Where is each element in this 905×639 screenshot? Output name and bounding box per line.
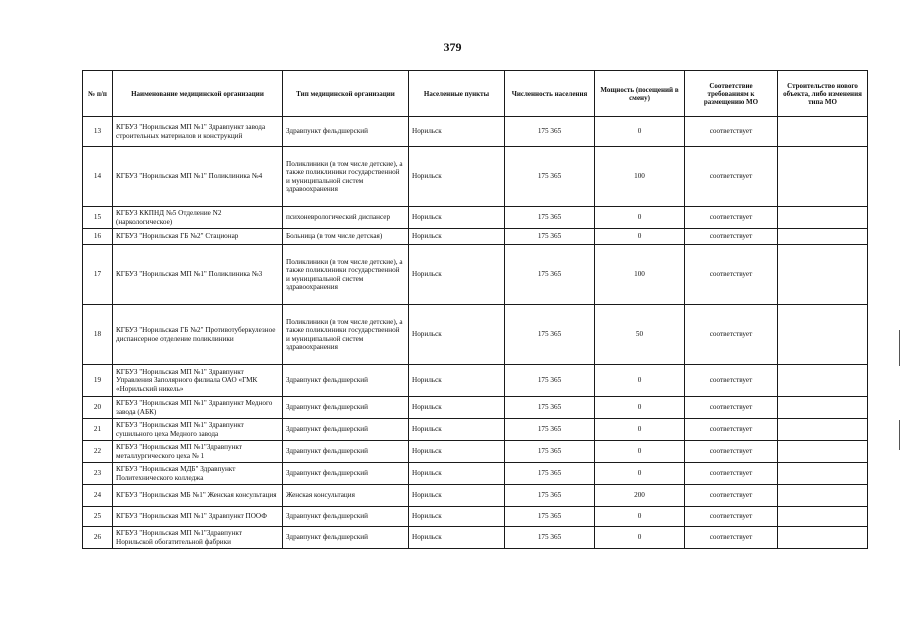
- table-row: [83, 207, 868, 229]
- cell-settlement: Норильск: [409, 527, 505, 549]
- cell-num: 14: [83, 147, 113, 207]
- scan-edge-mark: [899, 420, 900, 450]
- table-row: [83, 507, 868, 527]
- table-row: [83, 245, 868, 305]
- cell-type: Здравпункт фельдшерский: [283, 117, 409, 147]
- cell-type: Здравпункт фельдшерский: [283, 463, 409, 485]
- cell-population: 175 365: [505, 365, 595, 397]
- cell-name: КГБУЗ "Норильская ГБ №2" Противотуберкулезное диспансерное отделение поликлиники: [113, 305, 283, 365]
- cell-name: КГБУЗ "Норильская МП №1" Здравпункт завода строительных материалов и конструкций: [113, 117, 283, 147]
- table-row: [83, 365, 868, 397]
- cell-population: 175 365: [505, 441, 595, 463]
- cell-construction: [778, 117, 868, 147]
- cell-compliance: соответствует: [685, 463, 778, 485]
- cell-name: КГБУЗ "Норильская МП №1" Поликлиника №3: [113, 245, 283, 305]
- cell-settlement: Норильск: [409, 229, 505, 245]
- cell-construction: [778, 419, 868, 441]
- cell-population: 175 365: [505, 245, 595, 305]
- cell-capacity: 0: [595, 507, 685, 527]
- col-header-name: Наименование медицинской организации: [113, 71, 283, 117]
- cell-num: 18: [83, 305, 113, 365]
- cell-settlement: Норильск: [409, 485, 505, 507]
- cell-construction: [778, 147, 868, 207]
- cell-construction: [778, 365, 868, 397]
- cell-capacity: 50: [595, 305, 685, 365]
- cell-construction: [778, 305, 868, 365]
- cell-settlement: Норильск: [409, 117, 505, 147]
- cell-settlement: Норильск: [409, 207, 505, 229]
- cell-compliance: соответствует: [685, 397, 778, 419]
- cell-compliance: соответствует: [685, 419, 778, 441]
- cell-compliance: соответствует: [685, 207, 778, 229]
- col-header-type: Тип медицинской организации: [283, 71, 409, 117]
- cell-capacity: 0: [595, 527, 685, 549]
- cell-construction: [778, 207, 868, 229]
- cell-name: КГБУЗ "Норильская МП №1" Здравпункт ПООФ: [113, 507, 283, 527]
- cell-name: КГБУЗ ККПНД №5 Отделение N2 (наркологическое): [113, 207, 283, 229]
- cell-type: Здравпункт фельдшерский: [283, 441, 409, 463]
- cell-construction: [778, 397, 868, 419]
- cell-num: 24: [83, 485, 113, 507]
- cell-compliance: соответствует: [685, 527, 778, 549]
- cell-type: Здравпункт фельдшерский: [283, 365, 409, 397]
- cell-population: 175 365: [505, 305, 595, 365]
- cell-compliance: соответствует: [685, 229, 778, 245]
- cell-settlement: Норильск: [409, 147, 505, 207]
- cell-type: Здравпункт фельдшерский: [283, 527, 409, 549]
- cell-population: 175 365: [505, 527, 595, 549]
- cell-capacity: 0: [595, 229, 685, 245]
- cell-capacity: 0: [595, 441, 685, 463]
- col-header-construction: Строительство нового объекта, либо изменения типа МО: [778, 71, 868, 117]
- cell-construction: [778, 507, 868, 527]
- cell-type: Поликлиники (в том числе детские), а также поликлиники государственной и муниципальной систем здравоохранения: [283, 305, 409, 365]
- cell-settlement: Норильск: [409, 397, 505, 419]
- table-row: [83, 463, 868, 485]
- cell-settlement: Норильск: [409, 245, 505, 305]
- table-header-row: [83, 71, 868, 117]
- cell-num: 26: [83, 527, 113, 549]
- cell-num: 25: [83, 507, 113, 527]
- cell-type: Здравпункт фельдшерский: [283, 419, 409, 441]
- cell-type: Больница (в том числе детская): [283, 229, 409, 245]
- cell-construction: [778, 463, 868, 485]
- col-header-capacity: Мощность (посещений в смену): [595, 71, 685, 117]
- cell-name: КГБУЗ "Норильская МП №1" Здравпункт Медного завода (АБК): [113, 397, 283, 419]
- table-row: [83, 117, 868, 147]
- cell-construction: [778, 441, 868, 463]
- cell-name: КГБУЗ "Норильская МП №1"Здравпункт Норильской обогатительной фабрики: [113, 527, 283, 549]
- cell-name: КГБУЗ "Норильская МП №1"Здравпункт металлургического цеха № 1: [113, 441, 283, 463]
- cell-capacity: 0: [595, 463, 685, 485]
- cell-compliance: соответствует: [685, 441, 778, 463]
- table-row: [83, 397, 868, 419]
- cell-capacity: 0: [595, 397, 685, 419]
- cell-compliance: соответствует: [685, 507, 778, 527]
- col-header-settlements: Населенные пункты: [409, 71, 505, 117]
- cell-type: Поликлиники (в том числе детские), а также поликлиники государственной и муниципальной систем здравоохранения: [283, 147, 409, 207]
- cell-settlement: Норильск: [409, 419, 505, 441]
- cell-name: КГБУЗ "Норильская ГБ №2" Стационар: [113, 229, 283, 245]
- cell-construction: [778, 485, 868, 507]
- col-header-num: № п/п: [83, 71, 113, 117]
- table-row: [83, 419, 868, 441]
- cell-name: КГБУЗ "Норильская МП №1" Здравпункт сушильного цеха Медного завода: [113, 419, 283, 441]
- cell-settlement: Норильск: [409, 441, 505, 463]
- cell-settlement: Норильск: [409, 305, 505, 365]
- cell-type: Женская консультация: [283, 485, 409, 507]
- cell-compliance: соответствует: [685, 305, 778, 365]
- cell-population: 175 365: [505, 147, 595, 207]
- cell-compliance: соответствует: [685, 365, 778, 397]
- cell-settlement: Норильск: [409, 365, 505, 397]
- cell-settlement: Норильск: [409, 507, 505, 527]
- cell-population: 175 365: [505, 419, 595, 441]
- cell-settlement: Норильск: [409, 463, 505, 485]
- cell-capacity: 200: [595, 485, 685, 507]
- page-number: 379: [443, 40, 462, 54]
- cell-compliance: соответствует: [685, 147, 778, 207]
- cell-population: 175 365: [505, 229, 595, 245]
- table-row: [83, 485, 868, 507]
- cell-construction: [778, 527, 868, 549]
- cell-capacity: 0: [595, 207, 685, 229]
- cell-num: 22: [83, 441, 113, 463]
- cell-num: 17: [83, 245, 113, 305]
- cell-construction: [778, 245, 868, 305]
- scan-edge-mark: [899, 330, 900, 366]
- col-header-population: Численность населения: [505, 71, 595, 117]
- cell-name: КГБУЗ "Норильская МБ №1" Женская консультация: [113, 485, 283, 507]
- table-row: [83, 305, 868, 365]
- table-row: [83, 527, 868, 549]
- cell-population: 175 365: [505, 485, 595, 507]
- col-header-compliance: Соответствие требованиям к размещению МО: [685, 71, 778, 117]
- cell-num: 13: [83, 117, 113, 147]
- cell-population: 175 365: [505, 397, 595, 419]
- medical-organizations-table: [82, 70, 868, 549]
- table-row: [83, 229, 868, 245]
- table-body: [83, 117, 868, 549]
- cell-population: 175 365: [505, 117, 595, 147]
- cell-construction: [778, 229, 868, 245]
- cell-capacity: 0: [595, 419, 685, 441]
- cell-compliance: соответствует: [685, 485, 778, 507]
- cell-compliance: соответствует: [685, 245, 778, 305]
- cell-name: КГБУЗ "Норильская МДБ" Здравпункт Политехнического колледжа: [113, 463, 283, 485]
- cell-num: 21: [83, 419, 113, 441]
- table-row: [83, 147, 868, 207]
- cell-capacity: 100: [595, 245, 685, 305]
- cell-num: 15: [83, 207, 113, 229]
- cell-capacity: 0: [595, 117, 685, 147]
- cell-population: 175 365: [505, 507, 595, 527]
- cell-num: 19: [83, 365, 113, 397]
- cell-name: КГБУЗ "Норильская МП №1" Поликлиника №4: [113, 147, 283, 207]
- cell-type: Поликлиники (в том числе детские), а также поликлиники государственной и муниципальной систем здравоохранения: [283, 245, 409, 305]
- table-row: [83, 441, 868, 463]
- cell-num: 23: [83, 463, 113, 485]
- cell-num: 16: [83, 229, 113, 245]
- cell-population: 175 365: [505, 463, 595, 485]
- cell-type: психоневрологический диспансер: [283, 207, 409, 229]
- cell-population: 175 365: [505, 207, 595, 229]
- cell-name: КГБУЗ "Норильская МП №1" Здравпункт Управления Заполярного филиала ОАО «ГМК «Норильский никель»: [113, 365, 283, 397]
- cell-num: 20: [83, 397, 113, 419]
- cell-capacity: 100: [595, 147, 685, 207]
- cell-type: Здравпункт фельдшерский: [283, 397, 409, 419]
- cell-capacity: 0: [595, 365, 685, 397]
- cell-compliance: соответствует: [685, 117, 778, 147]
- cell-type: Здравпункт фельдшерский: [283, 507, 409, 527]
